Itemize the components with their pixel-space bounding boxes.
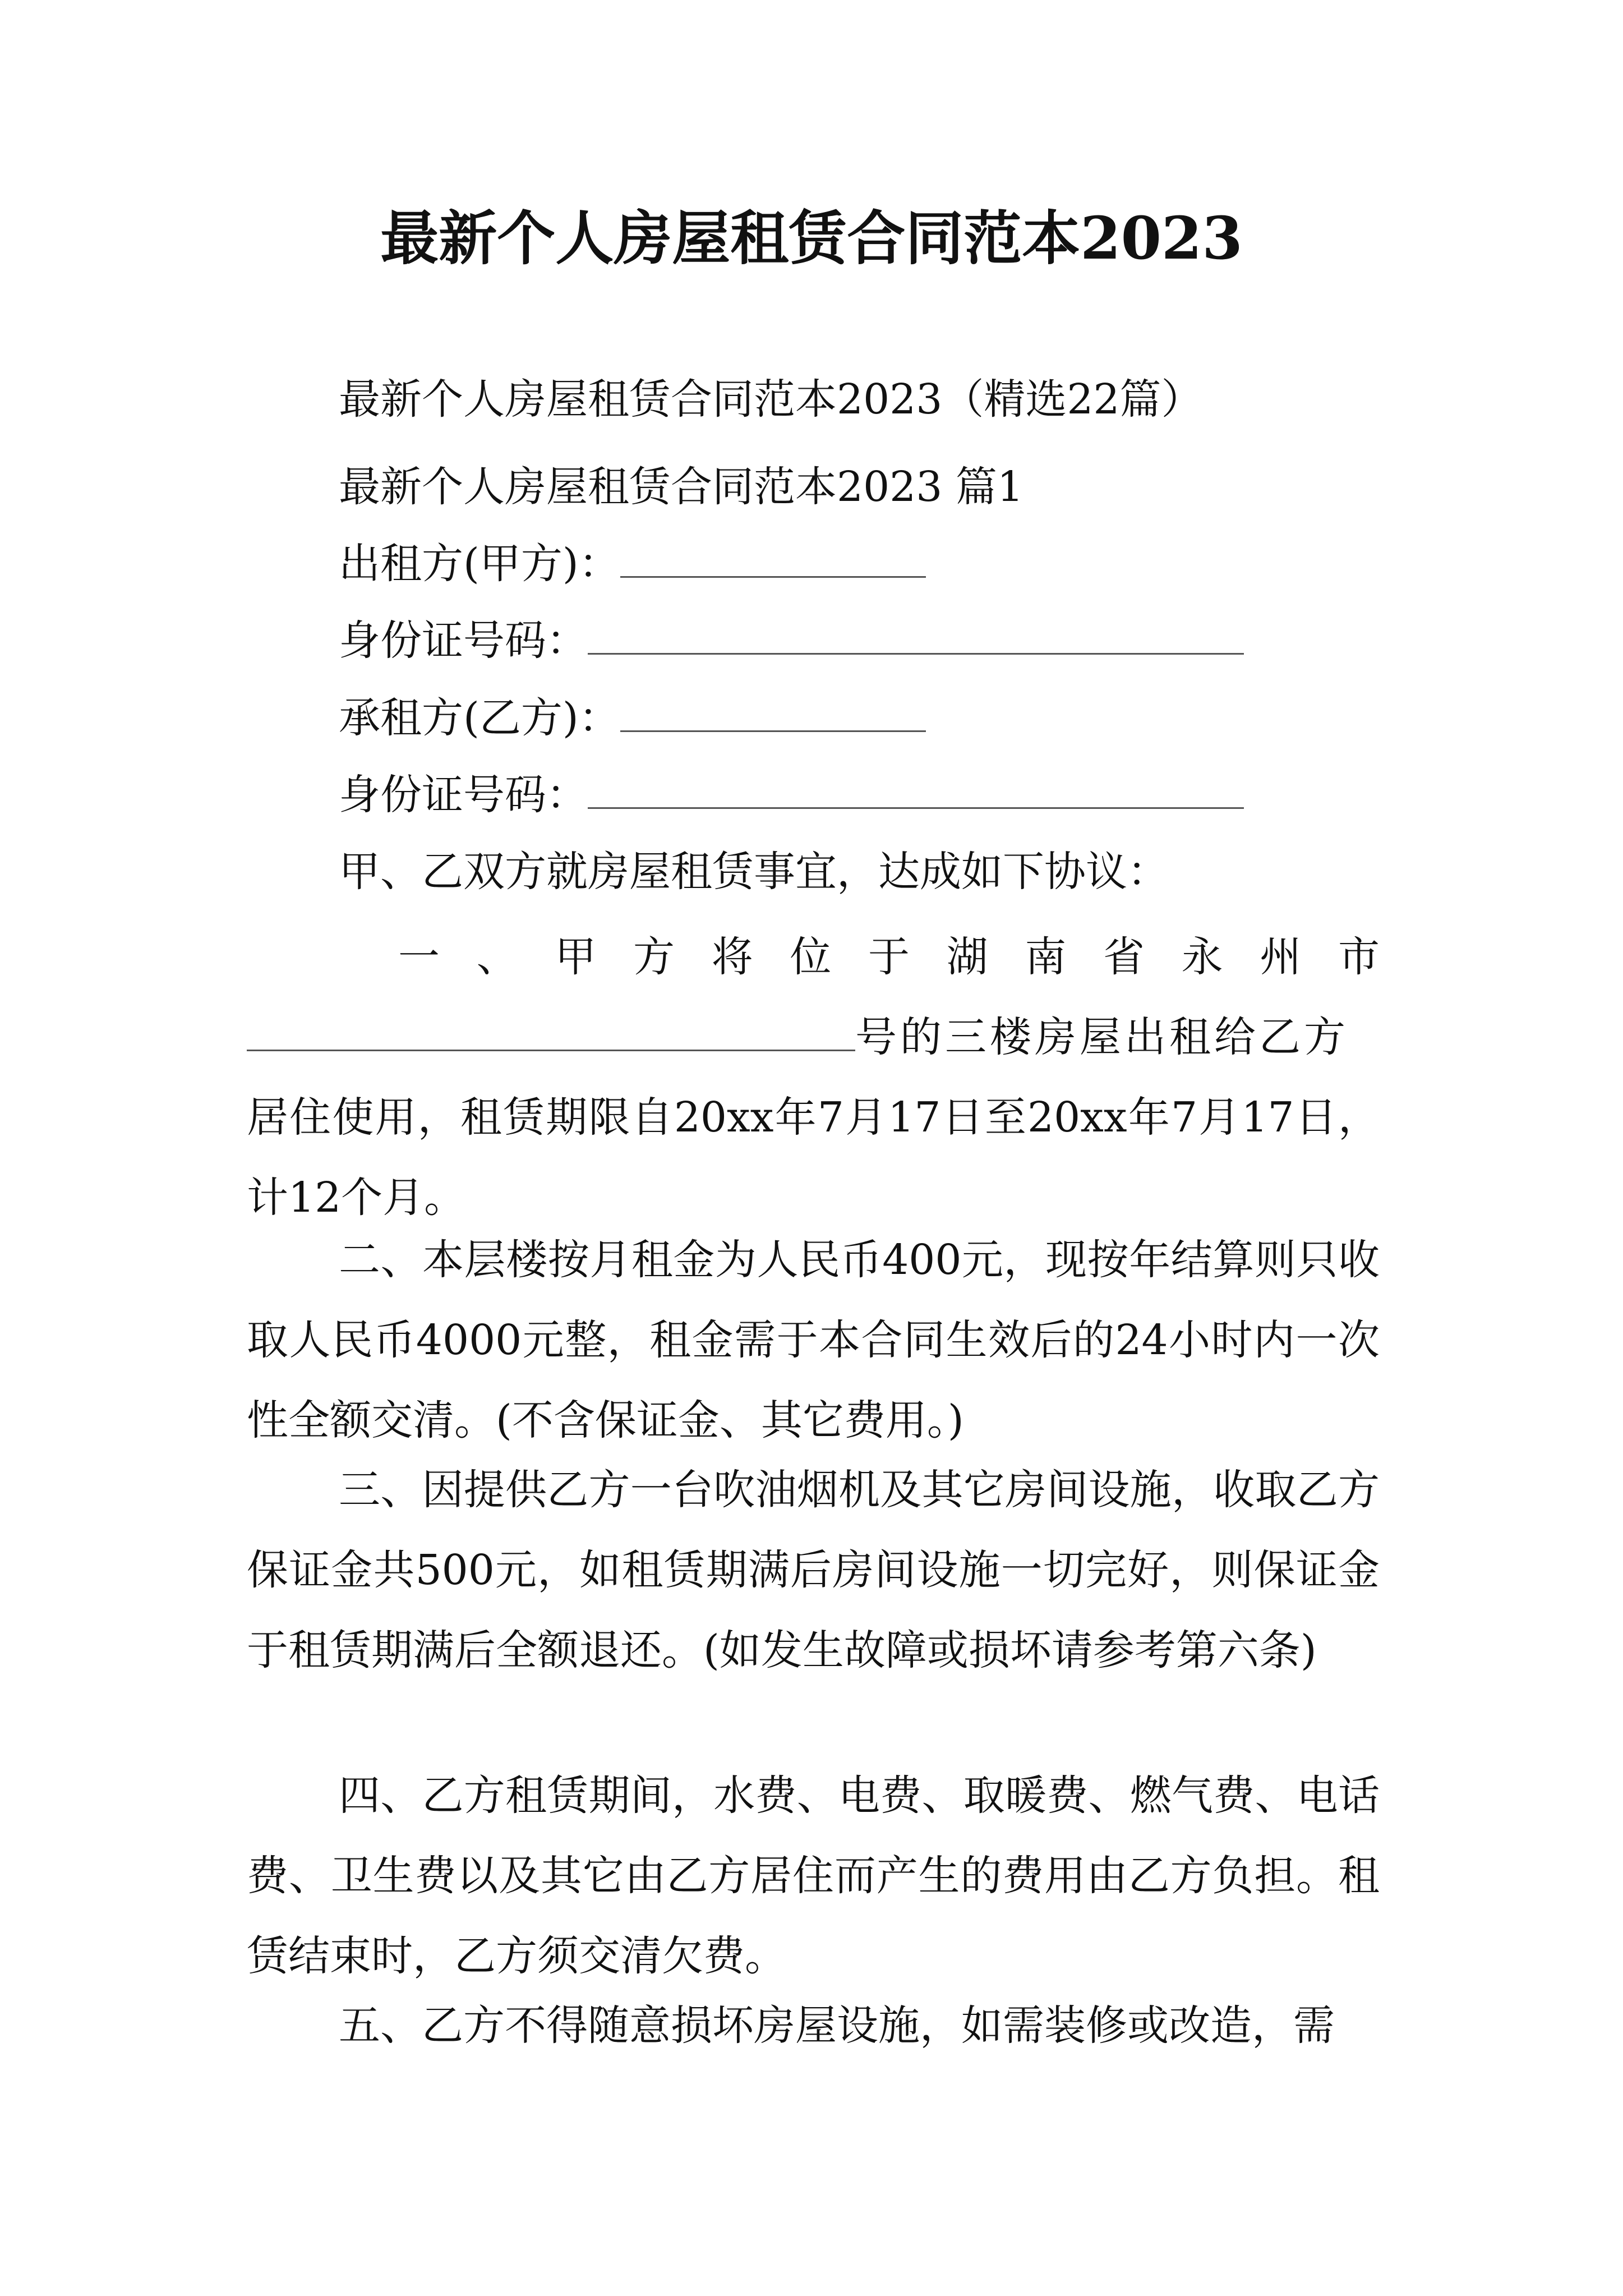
clause-4 <box>247 1756 1380 1996</box>
clause-3 <box>247 1450 1380 1691</box>
clause-5-text: 五、乙方不得随意损坏房屋设施，如需装修或改造，需 <box>339 2001 1335 2050</box>
subtitle: 最新个人房屋租赁合同范本2023（精选22篇） <box>339 375 1203 424</box>
lessee-blank <box>620 691 926 732</box>
lessor-id-blank <box>588 614 1244 655</box>
lessee-label: 承租方(乙方)： <box>339 694 620 742</box>
clause-1 <box>247 917 1380 1238</box>
lessee-id-blank <box>588 768 1244 809</box>
address-blank <box>247 1010 855 1051</box>
section-title: 最新个人房屋租赁合同范本2023 篇1 <box>339 463 1023 511</box>
clause-4-text: 四、乙方租赁期间，水费、电费、取暖费、燃气费、电话费、卫生费以及其它由乙方居住而产生的费用由乙方负担。租赁结束时，乙方须交清欠费。 <box>247 1772 1380 1980</box>
lessor-id-field <box>339 613 1244 669</box>
lessee-id-field <box>339 767 1244 823</box>
lessee-id-label: 身份证号码： <box>339 771 588 819</box>
lessor-field <box>339 536 926 592</box>
lessee-field <box>339 690 926 746</box>
clause-1-address-line <box>247 997 1380 1078</box>
clause-5 <box>247 1986 1380 2066</box>
clause-1-rest: 居住使用，租赁期限自20xx年7月17日至20xx年7月17日，计12个月。 <box>247 1093 1380 1222</box>
clause-2-text: 二、本层楼按月租金为人民币400元，现按年结算则只收取人民币4000元整，租金需于本合同生效后的24小时内一次性全额交清。(不含保证金、其它费用。) <box>247 1236 1380 1444</box>
clause-1-lead: 一、甲方将位于湖南省永州市 <box>398 933 1380 981</box>
document-title: 最新个人房屋租赁合同范本2023 <box>380 204 1243 273</box>
clause-1-cont: 号的三楼房屋出租给乙方 <box>855 1013 1349 1061</box>
clause-3-text: 三、因提供乙方一台吹油烟机及其它房间设施，收取乙方保证金共500元，如租赁期满后房间设施一切完好，则保证金于租赁期满后全额退还。(如发生故障或损坏请参考第六条) <box>247 1466 1380 1674</box>
lessor-label: 出租方(甲方)： <box>339 540 620 588</box>
lessor-blank <box>620 537 926 578</box>
clause-2 <box>247 1220 1380 1461</box>
intro-paragraph: 甲、乙双方就房屋租赁事宜，达成如下协议： <box>339 848 1169 896</box>
lessor-id-label: 身份证号码： <box>339 616 588 665</box>
